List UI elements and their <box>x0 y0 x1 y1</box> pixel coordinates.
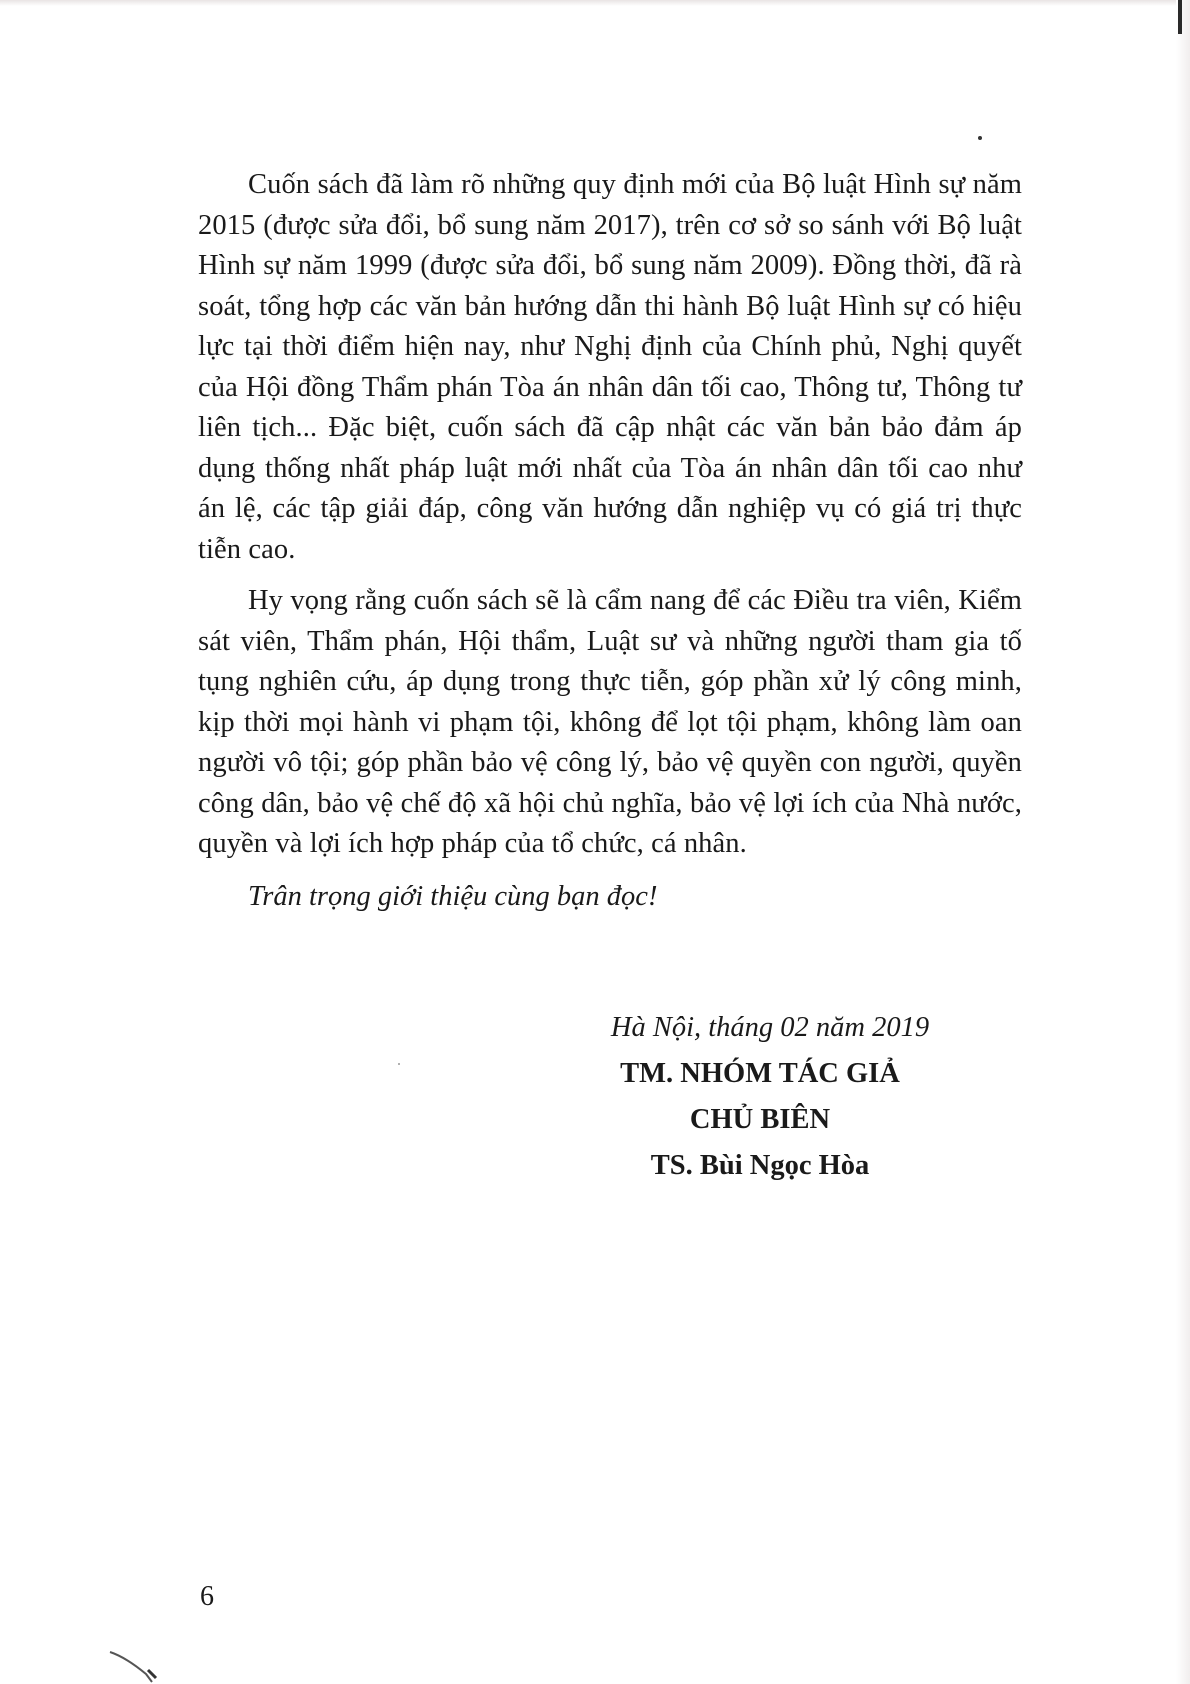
scan-spine-mark <box>1178 0 1182 34</box>
page-number: 6 <box>200 1581 214 1612</box>
signature-role: CHỦ BIÊN <box>689 1104 831 1135</box>
scan-corner-mark <box>108 1640 164 1684</box>
scan-speck <box>398 1063 400 1065</box>
scan-right-edge <box>1176 0 1190 1684</box>
scan-top-edge <box>0 0 1190 6</box>
body-text <box>198 165 1022 917</box>
signature-block <box>560 1005 960 1189</box>
paragraph-1: Cuốn sách đã làm rõ những quy định mới của Bộ luật Hình sự năm 2015 (được sửa đổi, bổ sung năm 2017), trên cơ sở so sánh với Bộ luật Hình sự năm 1999 (được sửa đổi, bổ sung năm 2009). Đồng thời, đã rà soát, tổng hợp các văn bản hướng dẫn thi hành Bộ luật Hình sự có hiệu lực tại thời điểm hiện nay, như Nghị định của Chính phủ, Nghị quyết của Hội đồng Thẩm phán Tòa án nhân dân tối cao, Thông tư, Thông tư liên tịch... Đặc biệt, cuốn sách đã cập nhật các văn bản bảo đảm áp dụng thống nhất pháp luật mới nhất của Tòa án nhân dân tối cao như án lệ, các tập giải đáp, công văn hướng dẫn nghiệp vụ có giá trị thực tiễn cao. <box>198 169 1022 565</box>
signature-date: Hà Nội, tháng 02 năm 2019 <box>610 1012 930 1043</box>
paragraph-2: Hy vọng rằng cuốn sách sẽ là cẩm nang để các Điều tra viên, Kiểm sát viên, Thẩm phán, Hội thẩm, Luật sư và những người tham gia tố tụng nghiên cứu, áp dụng trong thực tiễn, góp phần xử lý công minh, kịp thời mọi hành vi phạm tội, không để lọt tội phạm, không làm oan người vô tội; góp phần bảo vệ công lý, bảo vệ quyền con người, quyền công dân, bảo vệ chế độ xã hội chủ nghĩa, bảo vệ lợi ích của Nhà nước, quyền và lợi ích hợp pháp của tổ chức, cá nhân. <box>198 585 1022 859</box>
signature-name: TS. Bùi Ngọc Hòa <box>650 1150 870 1181</box>
closing-line: Trân trọng giới thiệu cùng bạn đọc! <box>248 880 658 912</box>
signature-group: TM. NHÓM TÁC GIẢ <box>620 1058 900 1089</box>
scan-speck <box>978 136 982 140</box>
